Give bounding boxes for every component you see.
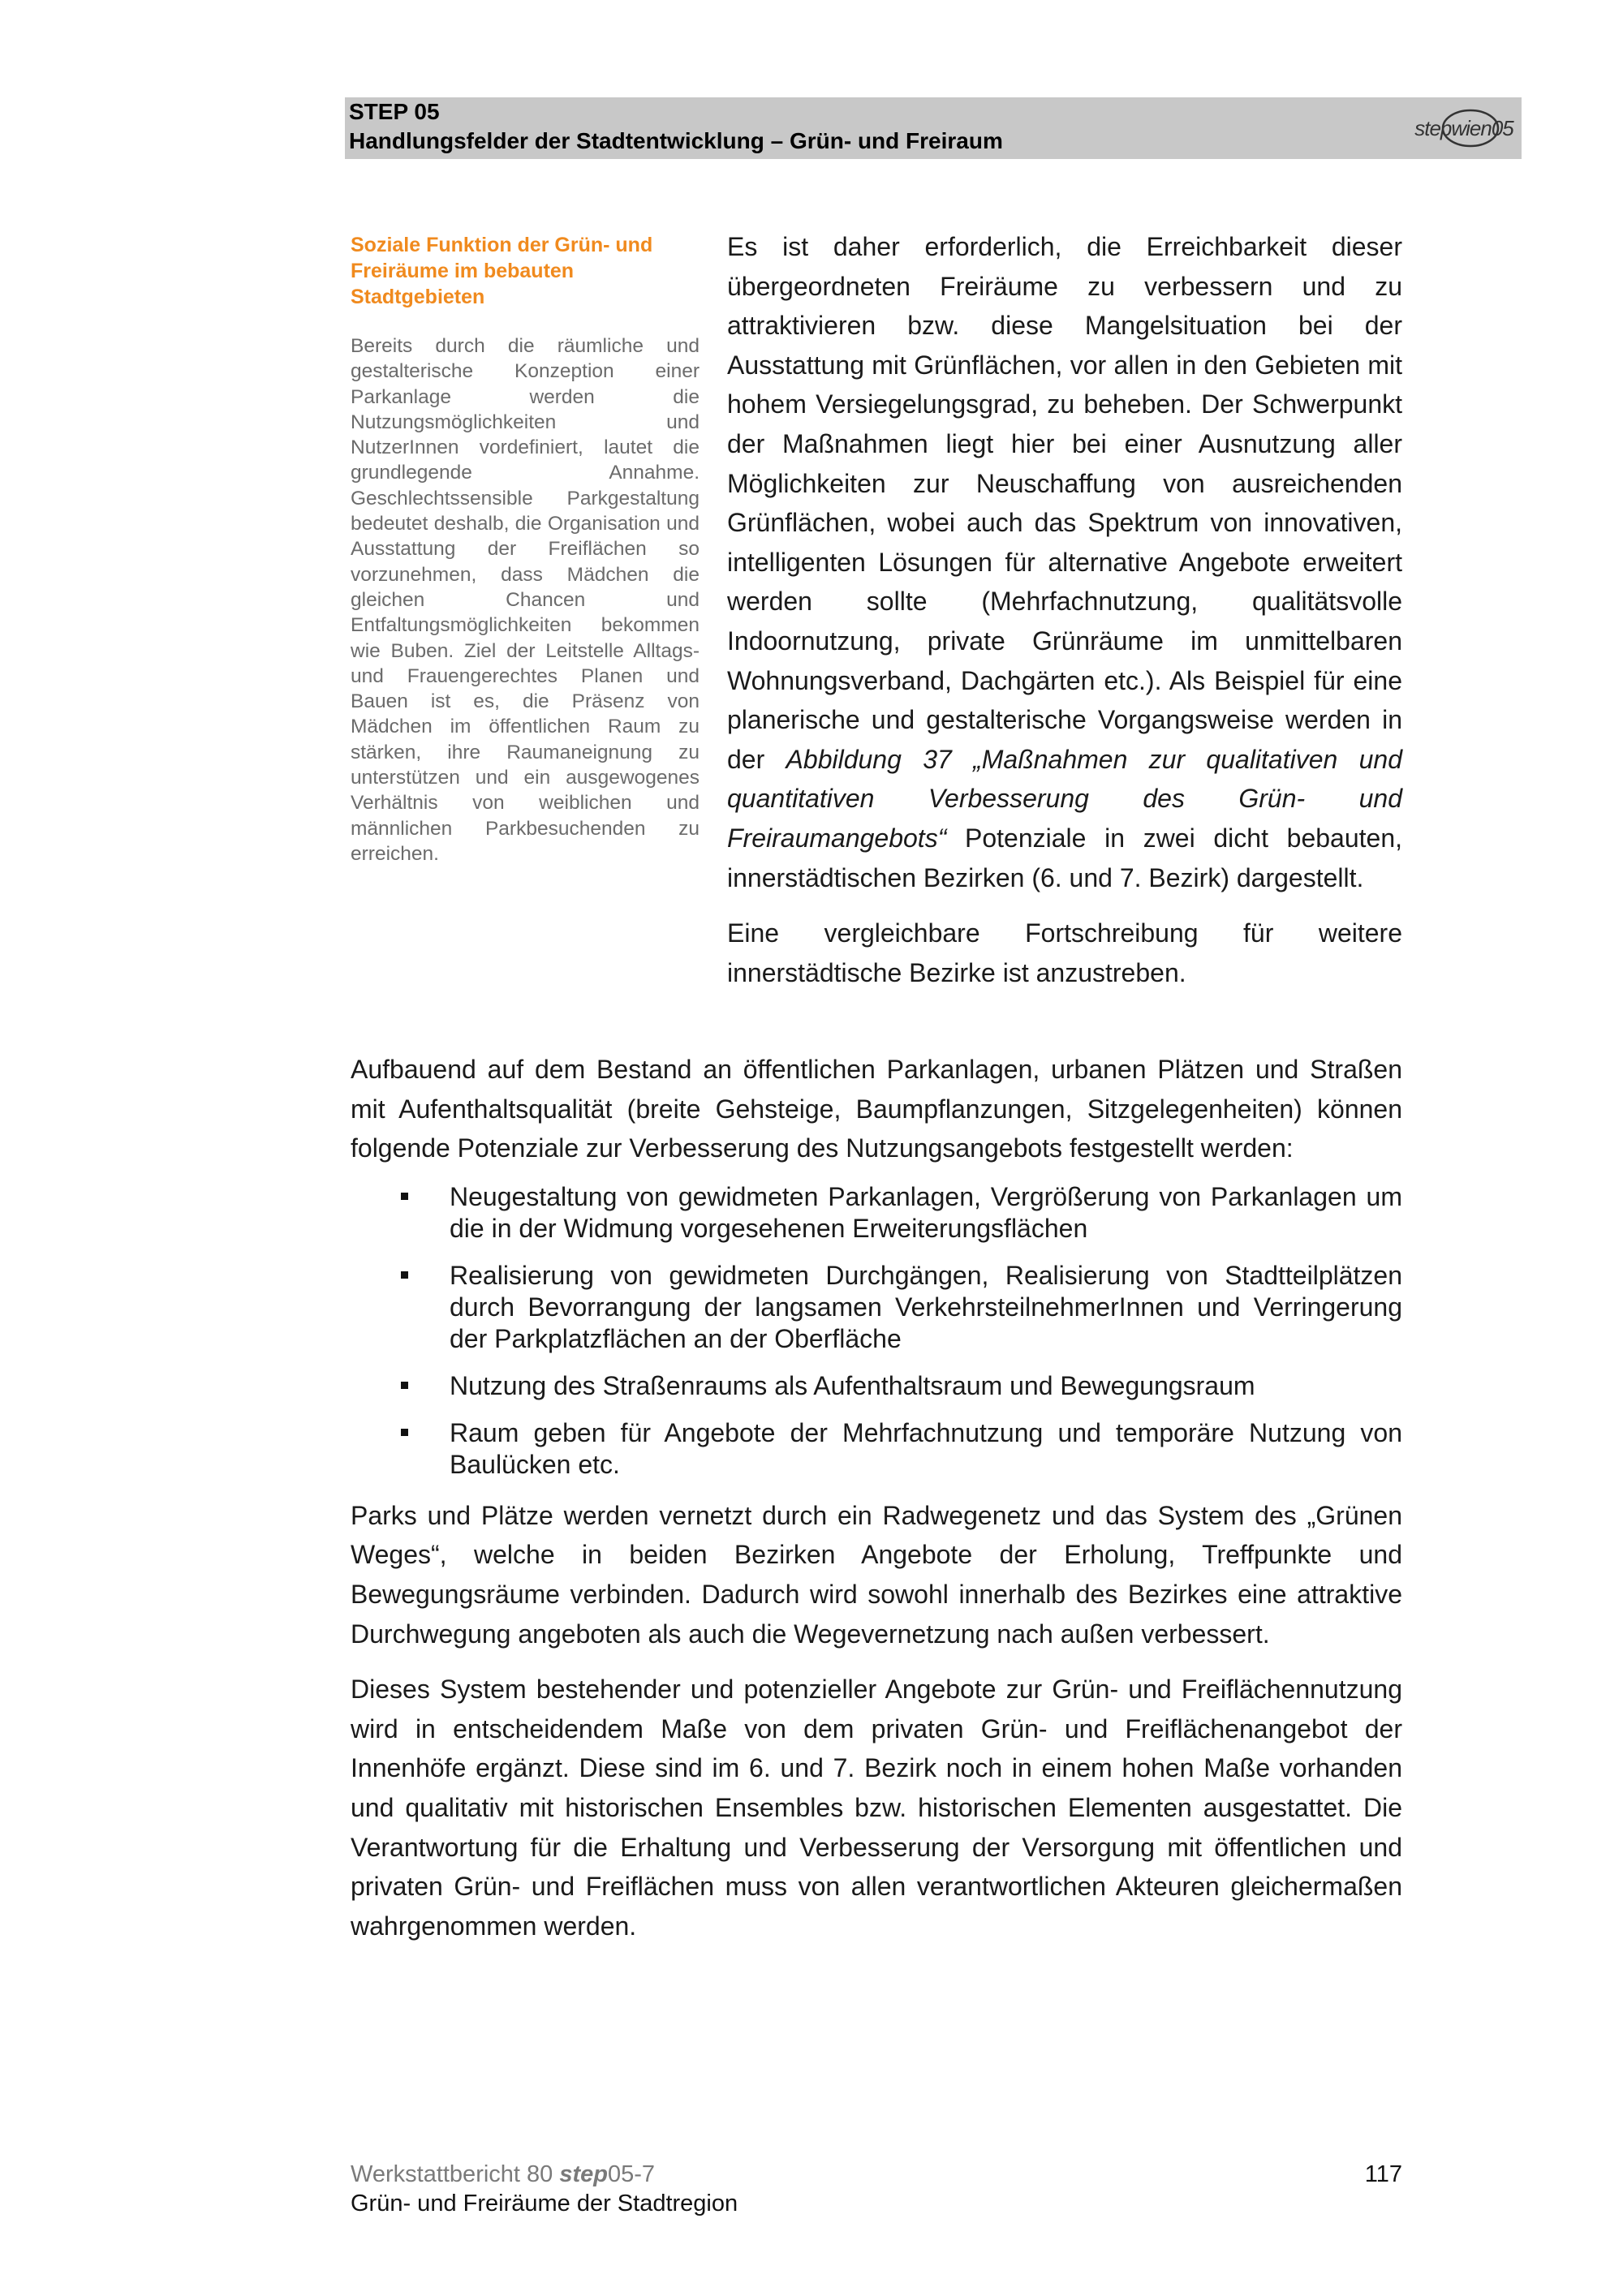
main-paragraph-1-text-b: Potenziale in zwei dicht bebauten, innerstädtischen Bezirken (6. und 7. Bezirk) dargestellt. <box>727 823 1402 892</box>
list-item <box>351 1370 1402 1402</box>
header-title: Handlungsfelder der Stadtentwicklung – Grün- und Freiraum <box>349 128 1003 153</box>
paragraph-spacer <box>351 1653 1402 1670</box>
bullet-square-icon <box>401 1429 408 1436</box>
list-item-text: Nutzung des Straßenraums als Aufenthaltsraum und Bewegungsraum <box>450 1370 1255 1400</box>
footer-report-brand: step <box>559 2161 608 2187</box>
footer-report-line <box>351 2160 655 2189</box>
main-paragraph-2: Eine vergleichbare Fortschreibung für weitere innerstädtische Bezirke ist anzustreben. <box>727 918 1402 987</box>
sidebar-text: Bereits durch die räumliche und gestalterische Konzeption einer Parkanlage werden die Nutzungsmöglichkeiten und NutzerInnen vordefiniert, lautet die grundlegende Annahme. Geschlechtssensible Parkgestaltung bedeutet deshalb, die Organisation und Ausstattung der Freiflächen so vorzunehmen, dass Mädchen die gleichen Chancen und Entfaltungsmöglichkeiten bekommen wie Buben. Ziel der Leitstelle Alltags- und Frauengerechtes Planen und Bauen ist es, die Präsenz von Mädchen im öffentlichen Raum zu stärken, ihre Raumaneignung zu unterstützen und ein ausgewogenes Verhältnis von weiblichen und männlichen Parkbesuchenden zu erreichen. <box>351 335 700 865</box>
body-column <box>351 1050 1402 1946</box>
list-item <box>351 1181 1402 1245</box>
list-item-text: Raum geben für Angebote der Mehrfachnutzung und temporäre Nutzung von Baulücken etc. <box>450 1417 1402 1479</box>
footer-report-prefix: Werkstattbericht 80 <box>351 2161 560 2187</box>
footer-subtitle: Grün- und Freiräume der Stadtregion <box>351 2191 738 2216</box>
page-number: 117 <box>1364 2161 1402 2187</box>
body-paragraph-network: Parks und Plätze werden vernetzt durch ein Radwegenetz und das System des „Grünen Weges“, welche in beiden Bezirken Angebote der Erholung, Treffpunkte und Bewegungsräume verbinden. Dadurch wird sowohl innerhalb des Bezirkes eine attraktive Durchwegung angeboten als auch die Wegevernetzung nach außen verbessert. <box>351 1500 1402 1649</box>
list-item-text: Realisierung von gewidmeten Durchgängen, Realisierung von Stadtteilplätzen durch Bevorrangung der langsamen VerkehrsteilnehmerInnen und Verringerung der Parkplatzflächen an der Oberfläche <box>450 1260 1402 1353</box>
figure-reference: Abbildung 37 „Maßnahmen zur qualitativen und quantitativen Verbesserung des Grün- und Freiraumangebots“ <box>727 744 1402 853</box>
main-column <box>727 227 1402 1008</box>
list-item-text: Neugestaltung von gewidmeten Parkanlagen, Vergrößerung von Parkanlagen um die in der Widmung vorgesehenen Erweiterungsflächen <box>450 1181 1402 1243</box>
potential-list <box>351 1181 1402 1481</box>
header-step-label: STEP 05 <box>349 99 440 124</box>
bullet-square-icon <box>401 1271 408 1279</box>
footer-report-suffix: 05-7 <box>608 2161 656 2187</box>
stepwien-logo <box>1412 105 1516 151</box>
body-paragraph-system: Dieses System bestehender und potenzieller Angebote zur Grün- und Freiflächennutzung wird in entscheidendem Maße von dem privaten Grün- und Freiflächenangebot der Innenhöfe ergänzt. Diese sind im 6. und 7. Bezirk noch in einem hohen Maße vorhanden und qualitativ mit historischen Ensembles bzw. historischen Elementen ausgestattet. Die Verantwortung für die Erhaltung und Verbesserung der Versorgung mit öffentlichen und privaten Grün- und Freiflächen muss von allen verantwortlichen Akteuren gleichermaßen wahrgenommen werden. <box>351 1675 1402 1941</box>
list-item <box>351 1417 1402 1481</box>
logo-text: stepwien05 <box>1414 115 1513 140</box>
main-paragraph-1 <box>727 227 1402 897</box>
list-item <box>351 1260 1402 1355</box>
bullet-square-icon <box>401 1193 408 1200</box>
sidebar-heading: Soziale Funktion der Grün- und Freiräume im bebauten Stadtgebieten <box>351 234 653 308</box>
main-paragraph-1-text-a: Es ist daher erforderlich, die Erreichbarkeit dieser übergeordneten Freiräume zu verbessern und zu attraktivieren bzw. diese Mangelsituation bei der Ausstattung mit Grünflächen, vor allen in den Gebieten mit hohem Versiegelungsgrad, zu beheben. Der Schwerpunkt der Maßnahmen liegt hier bei einer Ausnutzung aller Möglichkeiten zur Neuschaffung von ausreichenden Grünflächen, wobei auch das Spektrum von innovativen, intelligenten Lösungen für alternative Angebote erweitert werden sollte (Mehrfachnutzung, qualitätsvolle Indoornutzung, private Grünräume im unmittelbaren Wohnungsverband, Dachgärten etc.). Als Beispiel für eine planerische und gestalterische Vorgangsweise werden in der <box>727 232 1402 774</box>
bullet-square-icon <box>401 1382 408 1389</box>
body-paragraph-intro: Aufbauend auf dem Bestand an öffentlichen Parkanlagen, urbanen Plätzen und Straßen mit Aufenthaltsqualität (breite Gehsteige, Baumpflanzungen, Sitzgelegenheiten) können folgende Potenziale zur Verbesserung des Nutzungsangebots festgestellt werden: <box>351 1055 1402 1163</box>
